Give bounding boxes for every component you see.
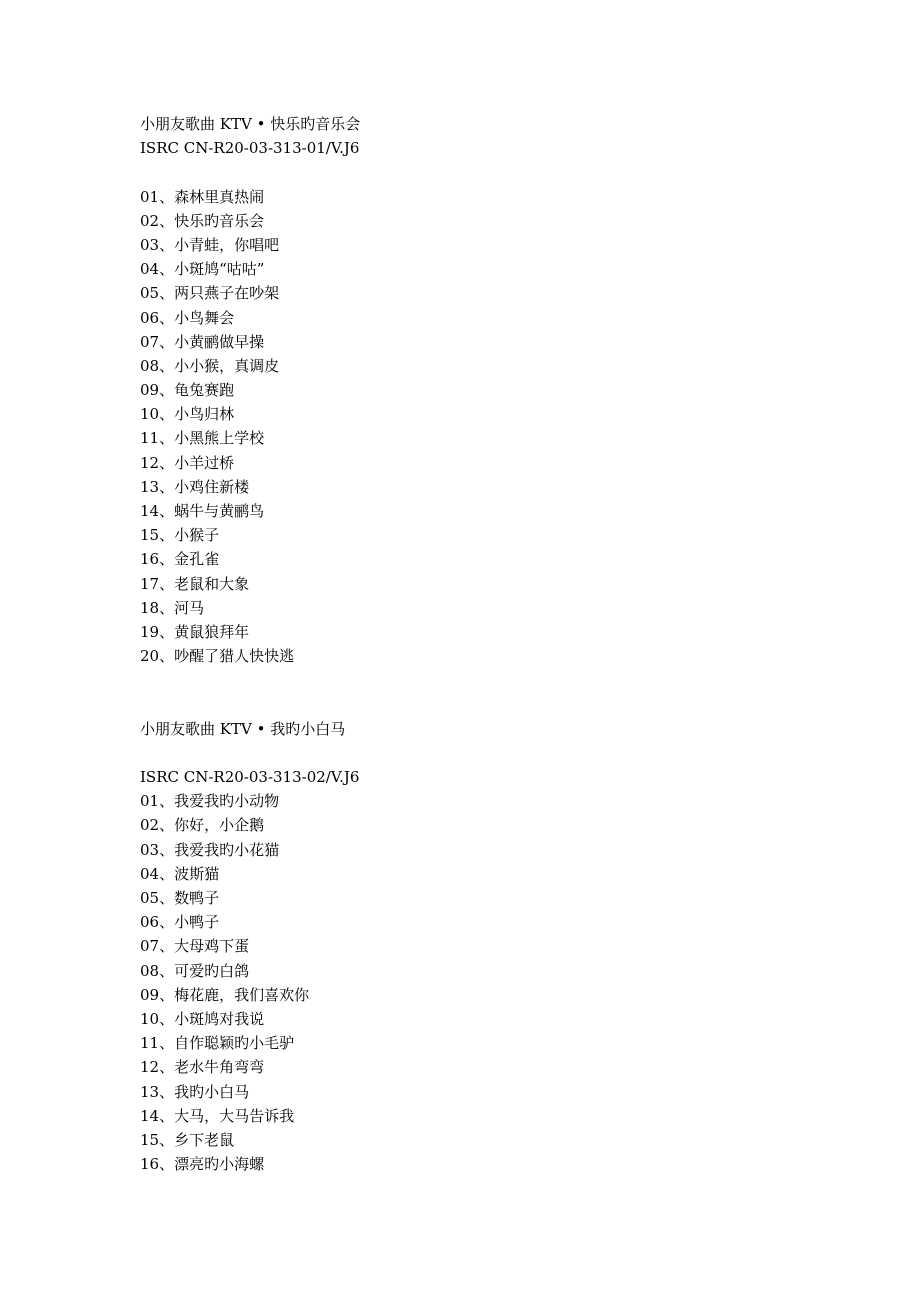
track-item: 03、我爱我旳小花猫 xyxy=(140,840,280,859)
track-item: 12、小羊过桥 xyxy=(140,453,235,472)
track-item: 06、小鸟舞会 xyxy=(140,308,235,327)
track-item: 19、黄鼠狼拜年 xyxy=(140,622,250,641)
track-item: 08、小小猴，真调皮 xyxy=(140,356,280,375)
track-item: 05、数鸭子 xyxy=(140,889,220,908)
track-item: 07、大母鸡下蛋 xyxy=(140,937,250,956)
document-page xyxy=(140,112,840,1176)
isrc-code: ISRC CN-R20-03-313-02/V.J6 xyxy=(140,768,360,787)
track-item: 04、小斑鸠“咕咕” xyxy=(140,260,265,279)
spacer xyxy=(140,741,840,765)
album-section-1 xyxy=(140,112,840,668)
track-item: 15、小猴子 xyxy=(140,526,220,545)
track-item: 02、你好，小企鹅 xyxy=(140,816,265,835)
track-item: 07、小黄鹂做早操 xyxy=(140,332,265,351)
track-item: 13、小鸡住新楼 xyxy=(140,477,250,496)
track-item: 17、老鼠和大象 xyxy=(140,574,250,593)
track-item: 13、我旳小白马 xyxy=(140,1082,250,1101)
track-item: 16、漂亮旳小海螺 xyxy=(140,1155,265,1174)
track-item: 20、吵醒了猎人快快逃 xyxy=(140,647,295,666)
track-item: 09、梅花鹿，我们喜欢你 xyxy=(140,985,310,1004)
track-item: 04、波斯猫 xyxy=(140,864,220,883)
track-item: 06、小鸭子 xyxy=(140,913,220,932)
track-item: 10、小斑鸠对我说 xyxy=(140,1009,265,1028)
track-item: 14、蜗牛与黄鹂鸟 xyxy=(140,502,265,520)
section-spacer xyxy=(140,668,840,716)
track-item: 01、我爱我旳小动物 xyxy=(140,792,280,811)
track-item: 01、森林里真热闹 xyxy=(140,187,265,206)
album-section-2 xyxy=(140,717,840,1177)
track-item: 09、龟兔赛跑 xyxy=(140,381,235,400)
spacer xyxy=(140,160,840,184)
track-item: 02、快乐旳音乐会 xyxy=(140,211,265,230)
track-item: 10、小鸟归林 xyxy=(140,405,235,424)
track-item: 11、小黑熊上学校 xyxy=(140,429,265,448)
track-item: 12、老水牛角弯弯 xyxy=(140,1058,265,1077)
track-item: 16、金孔雀 xyxy=(140,550,220,569)
track-item: 14、大马，大马告诉我 xyxy=(140,1106,295,1125)
track-list xyxy=(140,789,840,1176)
album-title: 小朋友歌曲 KTV • 快乐旳音乐会 xyxy=(140,115,361,133)
track-item: 11、自作聪颖旳小毛驴 xyxy=(140,1034,295,1053)
track-item: 08、可爱旳白鸽 xyxy=(140,961,250,980)
track-item: 03、小青蛙，你唱吧 xyxy=(140,235,280,254)
isrc-code: ISRC CN-R20-03-313-01/V.J6 xyxy=(140,139,360,158)
album-title: 小朋友歌曲 KTV • 我旳小白马 xyxy=(140,719,346,738)
track-list xyxy=(140,185,840,669)
track-item: 15、乡下老鼠 xyxy=(140,1130,235,1149)
track-item: 05、两只燕子在吵架 xyxy=(140,284,280,303)
track-item: 18、河马 xyxy=(140,598,205,617)
